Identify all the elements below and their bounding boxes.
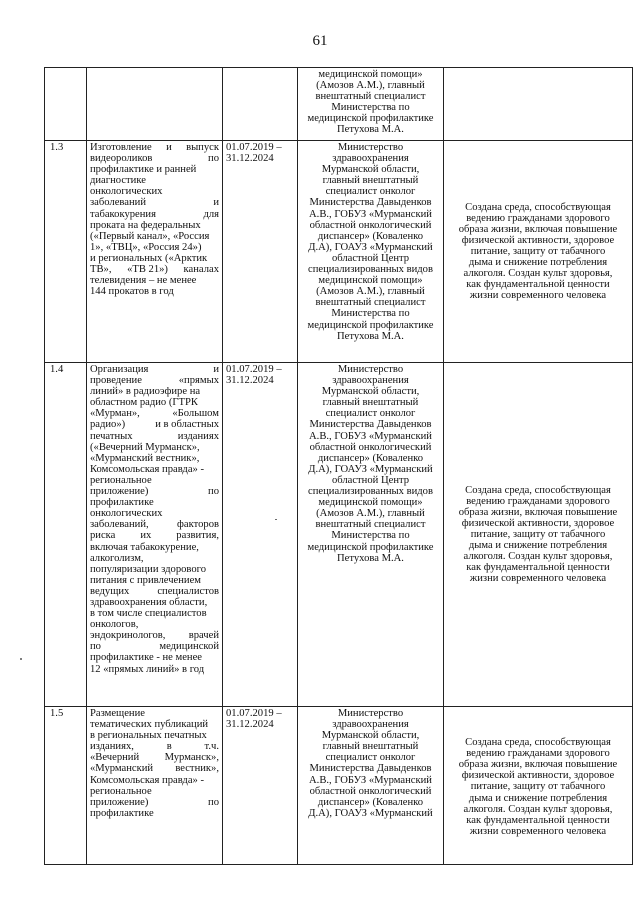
measure-name-line bbox=[90, 641, 219, 652]
word: линий» в радиоэфире на bbox=[90, 386, 201, 398]
word: Комсомольская правда» - bbox=[90, 463, 204, 475]
responsible-line: здравоохранения bbox=[332, 719, 409, 731]
responsible-line: Мурманской области, bbox=[321, 164, 420, 176]
word: и в областных bbox=[155, 419, 219, 431]
word: в том числе специалистов bbox=[90, 608, 207, 620]
word: «Мурман», bbox=[90, 408, 140, 420]
result-line: ведению гражданами здорового bbox=[466, 748, 610, 760]
word: медицинской bbox=[159, 641, 219, 653]
word: диагностике bbox=[90, 175, 146, 187]
word: и bbox=[213, 197, 219, 209]
word: врачей bbox=[188, 630, 219, 642]
word: 12 «прямых линий» в год bbox=[90, 663, 205, 675]
result-line: физической активности, здоровое bbox=[461, 234, 615, 246]
measure-name-line bbox=[90, 186, 219, 197]
responsible bbox=[298, 363, 444, 707]
result-line: Создана среда, способствующая bbox=[465, 484, 611, 496]
measure-name-line bbox=[90, 142, 219, 153]
result-line: образа жизни, включая повышение bbox=[458, 223, 618, 235]
measure-name-line bbox=[90, 197, 219, 208]
responsible-line: Министерства Давыденков bbox=[309, 419, 432, 431]
result-line: алкоголя. Создан культ здоровья, bbox=[463, 803, 613, 815]
responsible-line: (Амозов А.М.), главный bbox=[316, 80, 425, 92]
word: телевидения – не менее bbox=[90, 275, 197, 287]
result-line: образа жизни, включая повышение bbox=[458, 506, 618, 518]
measure-name-line bbox=[90, 775, 219, 786]
word: и bbox=[213, 364, 219, 375]
word: «Мурманский bbox=[90, 763, 154, 775]
word: Размещение bbox=[90, 708, 145, 719]
period bbox=[223, 68, 298, 141]
measure-name-line bbox=[90, 442, 219, 453]
word: 144 прокатов в год bbox=[90, 286, 174, 298]
responsible-line: Петухова М.А. bbox=[337, 552, 404, 564]
responsible-line: специализированных видов bbox=[308, 264, 433, 276]
word: изданиях, bbox=[90, 741, 134, 753]
measure-name-line bbox=[90, 530, 219, 541]
word: печатных bbox=[90, 430, 133, 442]
measure-name-line bbox=[90, 553, 219, 564]
word: профилактике - не менее bbox=[90, 652, 202, 664]
responsible-line: медицинской профилактике bbox=[307, 113, 434, 125]
measure-name-line bbox=[90, 786, 219, 797]
measure-name bbox=[87, 707, 223, 865]
word: областном радио (ГТРК bbox=[90, 397, 198, 409]
word: Изготовление bbox=[90, 142, 152, 153]
responsible-line: А.В., ГОБУЗ «Мурманский bbox=[309, 774, 432, 786]
word: для bbox=[203, 208, 219, 220]
period: 01.07.2019 – 31.12.2024 bbox=[223, 363, 298, 707]
word: 1», «ТВЦ», «Россия 24») bbox=[90, 241, 202, 253]
word: развития, bbox=[176, 530, 219, 542]
word: алкоголизм, bbox=[90, 552, 144, 564]
measure-name-line bbox=[90, 564, 219, 575]
word: онкологов, bbox=[90, 619, 139, 631]
responsible-line: специалист онколог bbox=[325, 408, 416, 420]
responsible-line: медицинской профилактике bbox=[307, 541, 434, 553]
measure-name-line bbox=[90, 497, 219, 508]
word: видеороликов bbox=[90, 153, 153, 165]
measure-name-line bbox=[90, 453, 219, 464]
result-line: питание, защиту от табачного bbox=[470, 528, 606, 540]
responsible-line: диспансер» (Коваленко bbox=[317, 452, 424, 464]
word: Комсомольская правда» - bbox=[90, 774, 204, 786]
measure-name-line bbox=[90, 386, 219, 397]
result-line: ведению гражданами здорового bbox=[466, 212, 610, 224]
word: онкологических bbox=[90, 508, 163, 520]
result-line: как фундаментальной ценности bbox=[466, 814, 610, 826]
table-row bbox=[45, 363, 633, 707]
responsible-line: Д.А), ГОАУЗ «Мурманский bbox=[308, 463, 433, 475]
measure-name-line bbox=[90, 575, 219, 586]
responsible-line: главный внештатный bbox=[322, 397, 419, 409]
table-row bbox=[45, 707, 633, 865]
word: и региональных («Арктик bbox=[90, 252, 208, 264]
measure-name-line bbox=[90, 475, 219, 486]
measures-table bbox=[44, 67, 633, 865]
responsible-line: здравоохранения bbox=[332, 153, 409, 165]
responsible-line: внештатный специалист bbox=[315, 91, 426, 103]
word: факторов bbox=[177, 519, 219, 531]
scan-speck bbox=[20, 658, 22, 660]
word: эндокринологов, bbox=[90, 630, 166, 642]
scan-speck bbox=[275, 519, 277, 520]
period: 01.07.2019 – 31.12.2024 bbox=[223, 707, 298, 865]
result-line: физической активности, здоровое bbox=[461, 770, 615, 782]
table-row bbox=[45, 141, 633, 363]
measure-name-line bbox=[90, 586, 219, 597]
responsible-line: диспансер» (Коваленко bbox=[317, 796, 424, 808]
measure-name-line bbox=[90, 664, 219, 675]
word: тематических публикаций bbox=[90, 719, 209, 731]
responsible-line: медицинской профилактике bbox=[307, 319, 434, 331]
responsible-line: медицинской помощи» bbox=[318, 69, 423, 80]
measure-name-line bbox=[90, 730, 219, 741]
responsible-line: Министерство bbox=[337, 142, 404, 153]
responsible-line: Министерства Давыденков bbox=[309, 197, 432, 209]
word: («Вечерний Мурманск», bbox=[90, 441, 200, 453]
word: здравоохранения области, bbox=[90, 596, 208, 608]
responsible-line: А.В., ГОБУЗ «Мурманский bbox=[309, 208, 432, 220]
word: «Вечерний bbox=[90, 752, 140, 764]
measure-name-line bbox=[90, 708, 219, 719]
measure-name-line bbox=[90, 364, 219, 375]
row-number: 1.3 bbox=[45, 141, 87, 363]
word: проведение bbox=[90, 375, 142, 387]
responsible-line: Мурманской области, bbox=[321, 730, 420, 742]
word: каналах bbox=[183, 264, 219, 276]
word: Организация bbox=[90, 364, 149, 375]
measure-name-line bbox=[90, 630, 219, 641]
responsible-line: медицинской помощи» bbox=[318, 497, 423, 509]
responsible-line: (Амозов А.М.), главный bbox=[316, 508, 425, 520]
word: включая табакокурение, bbox=[90, 541, 199, 553]
result-line: жизни современного человека bbox=[469, 825, 607, 837]
word: и bbox=[166, 142, 172, 153]
word: региональное bbox=[90, 785, 152, 797]
word: «ТВ 21») bbox=[127, 264, 168, 276]
word: вестник», bbox=[175, 763, 219, 775]
measure-name-line bbox=[90, 253, 219, 264]
measure-name-line bbox=[90, 464, 219, 475]
measure-name-line bbox=[90, 231, 219, 242]
row-number: 1.5 bbox=[45, 707, 87, 865]
expected-result bbox=[444, 68, 633, 141]
word: популяризации здорового bbox=[90, 563, 207, 575]
responsible-line: Петухова М.А. bbox=[337, 124, 404, 136]
word: онкологических bbox=[90, 186, 163, 198]
result-line: физической активности, здоровое bbox=[461, 517, 615, 529]
responsible-line: главный внештатный bbox=[322, 741, 419, 753]
measure-name-line bbox=[90, 397, 219, 408]
measure-name bbox=[87, 363, 223, 707]
responsible-line: специализированных видов bbox=[308, 486, 433, 498]
measure-name-line bbox=[90, 209, 219, 220]
measure-name-line bbox=[90, 508, 219, 519]
measure-name-line bbox=[90, 153, 219, 164]
table-row bbox=[45, 68, 633, 141]
measure-name-line bbox=[90, 275, 219, 286]
responsible-line: Министерство bbox=[337, 708, 404, 719]
measure-name-line bbox=[90, 808, 219, 819]
expected-result bbox=[444, 141, 633, 363]
word: по bbox=[90, 641, 101, 653]
result-line: жизни современного человека bbox=[469, 290, 607, 302]
measure-name-line bbox=[90, 763, 219, 774]
word: риска bbox=[90, 530, 116, 542]
result-line: как фундаментальной ценности bbox=[466, 562, 610, 574]
result-line: дыма и снижение потребления bbox=[468, 792, 608, 804]
word: «Мурманский вестник», bbox=[90, 452, 200, 464]
responsible-line: Министерство bbox=[337, 364, 404, 375]
word: ведущих bbox=[90, 585, 130, 597]
measure-name-line bbox=[90, 652, 219, 663]
responsible-line: А.В., ГОБУЗ «Мурманский bbox=[309, 430, 432, 442]
measure-name-line bbox=[90, 752, 219, 763]
word: «Большом bbox=[172, 408, 219, 420]
result-line: образа жизни, включая повышение bbox=[458, 759, 618, 771]
measure-name-line bbox=[90, 431, 219, 442]
word: приложение) bbox=[90, 486, 149, 498]
word: по bbox=[208, 796, 219, 808]
responsible-line: Министерства Давыденков bbox=[309, 763, 432, 775]
responsible-line: Петухова М.А. bbox=[337, 330, 404, 342]
word: профилактике и ранней bbox=[90, 164, 197, 176]
responsible-line: специалист онколог bbox=[325, 186, 416, 198]
responsible-line: диспансер» (Коваленко bbox=[317, 230, 424, 242]
word: изданиях bbox=[177, 430, 219, 442]
word: профилактике bbox=[90, 807, 154, 819]
responsible-line: Министерства по bbox=[331, 102, 410, 114]
word: т.ч. bbox=[204, 741, 219, 753]
responsible-line: медицинской помощи» bbox=[318, 275, 423, 287]
word: выпуск bbox=[186, 142, 219, 153]
result-line: Создана среда, способствующая bbox=[465, 737, 611, 749]
result-line: питание, защиту от табачного bbox=[470, 781, 606, 793]
responsible-line: Министерства по bbox=[331, 530, 410, 542]
word: «прямых bbox=[178, 375, 219, 387]
word: проката на федеральных bbox=[90, 219, 201, 231]
measure-name-line bbox=[90, 486, 219, 497]
word: заболеваний, bbox=[90, 519, 149, 531]
measure-name-line bbox=[90, 519, 219, 530]
word: питания с привлечением bbox=[90, 574, 202, 586]
responsible-line: Д.А), ГОАУЗ «Мурманский bbox=[308, 241, 433, 253]
measure-name-line bbox=[90, 220, 219, 231]
word: их bbox=[140, 530, 152, 542]
word: региональное bbox=[90, 474, 152, 486]
responsible-line: областной Центр bbox=[331, 252, 410, 264]
responsible-line: (Амозов А.М.), главный bbox=[316, 286, 425, 298]
word: заболеваний bbox=[90, 197, 146, 209]
measure-name bbox=[87, 68, 223, 141]
page-number: 61 bbox=[312, 33, 328, 49]
measure-name-line bbox=[90, 741, 219, 752]
responsible-line: Мурманской области, bbox=[321, 386, 420, 398]
word: по bbox=[208, 153, 219, 165]
measure-name-line bbox=[90, 542, 219, 553]
responsible-line: внештатный специалист bbox=[315, 297, 426, 309]
row-number bbox=[45, 68, 87, 141]
word: специалистов bbox=[157, 585, 219, 597]
result-line: алкоголя. Создан культ здоровья, bbox=[463, 268, 613, 280]
expected-result bbox=[444, 707, 633, 865]
responsible-line: главный внештатный bbox=[322, 175, 419, 187]
word: ТВ», bbox=[90, 264, 112, 276]
word: табакокурения bbox=[90, 208, 156, 220]
word: («Первый канал», «Россия bbox=[90, 230, 210, 242]
result-line: жизни современного человека bbox=[469, 573, 607, 585]
word: в региональных печатных bbox=[90, 730, 207, 742]
word: профилактике bbox=[90, 497, 154, 509]
responsible-line: специалист онколог bbox=[325, 752, 416, 764]
measure-name-line bbox=[90, 619, 219, 630]
responsible bbox=[298, 707, 444, 865]
responsible-line: внештатный специалист bbox=[315, 519, 426, 531]
measure-name-line bbox=[90, 164, 219, 175]
responsible-line: областной Центр bbox=[331, 474, 410, 486]
measure-name-line bbox=[90, 608, 219, 619]
measure-name-line bbox=[90, 597, 219, 608]
word: Мурманск», bbox=[164, 752, 219, 764]
result-line: алкоголя. Создан культ здоровья, bbox=[463, 551, 613, 563]
result-line: дыма и снижение потребления bbox=[468, 257, 608, 269]
result-line: дыма и снижение потребления bbox=[468, 540, 608, 552]
result-line: Создана среда, способствующая bbox=[465, 201, 611, 213]
result-line: ведению гражданами здорового bbox=[466, 495, 610, 507]
measure-name-line bbox=[90, 175, 219, 186]
measure-name-line bbox=[90, 375, 219, 386]
word: приложение) bbox=[90, 796, 149, 808]
measure-name-line bbox=[90, 419, 219, 430]
responsible-line: областной онкологический bbox=[309, 219, 432, 231]
responsible-line: здравоохранения bbox=[332, 375, 409, 387]
measure-name-line bbox=[90, 797, 219, 808]
measure-name-line bbox=[90, 286, 219, 297]
responsible-line: Д.А), ГОАУЗ «Мурманский bbox=[308, 807, 433, 819]
measure-name-line bbox=[90, 719, 219, 730]
word: радио») bbox=[90, 419, 126, 431]
responsible bbox=[298, 141, 444, 363]
measure-name bbox=[87, 141, 223, 363]
result-line: питание, защиту от табачного bbox=[470, 245, 606, 257]
result-line: как фундаментальной ценности bbox=[466, 279, 610, 291]
responsible bbox=[298, 68, 444, 141]
measure-name-line bbox=[90, 242, 219, 253]
measure-name-line bbox=[90, 264, 219, 275]
responsible-line: областной онкологический bbox=[309, 785, 432, 797]
responsible-line: областной онкологический bbox=[309, 441, 432, 453]
row-number: 1.4 bbox=[45, 363, 87, 707]
expected-result bbox=[444, 363, 633, 707]
measure-name-line bbox=[90, 408, 219, 419]
word: в bbox=[166, 741, 172, 753]
period: 01.07.2019 – 31.12.2024 bbox=[223, 141, 298, 363]
word: по bbox=[208, 486, 219, 498]
responsible-line: Министерства по bbox=[331, 308, 410, 320]
